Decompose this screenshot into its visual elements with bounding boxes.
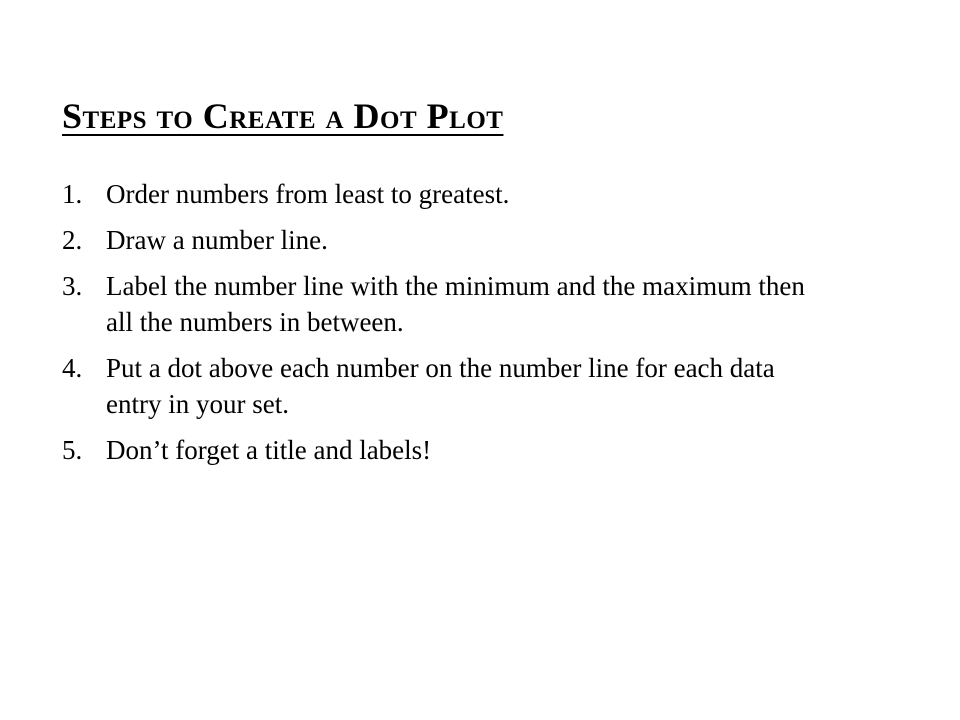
slide-title: Steps to Create a Dot Plot [62, 96, 504, 136]
step-text: Order numbers from least to greatest. [106, 179, 510, 209]
step-number: 4. [62, 353, 83, 383]
step-text: Don’t forget a title and labels! [106, 435, 432, 465]
step-number: 5. [62, 435, 83, 465]
step-number: 2. [62, 225, 83, 255]
step-item [62, 268, 822, 340]
step-item [62, 222, 822, 258]
step-number: 1. [62, 179, 83, 209]
steps-list [62, 176, 822, 478]
step-number: 3. [62, 271, 83, 301]
step-text: Draw a number line. [106, 225, 328, 255]
step-item [62, 432, 822, 468]
step-text: Label the number line with the minimum and the maximum then all the numbers in between. [106, 271, 805, 337]
step-text: Put a dot above each number on the number line for each data entry in your set. [106, 353, 775, 419]
step-item [62, 350, 822, 422]
step-item [62, 176, 822, 212]
